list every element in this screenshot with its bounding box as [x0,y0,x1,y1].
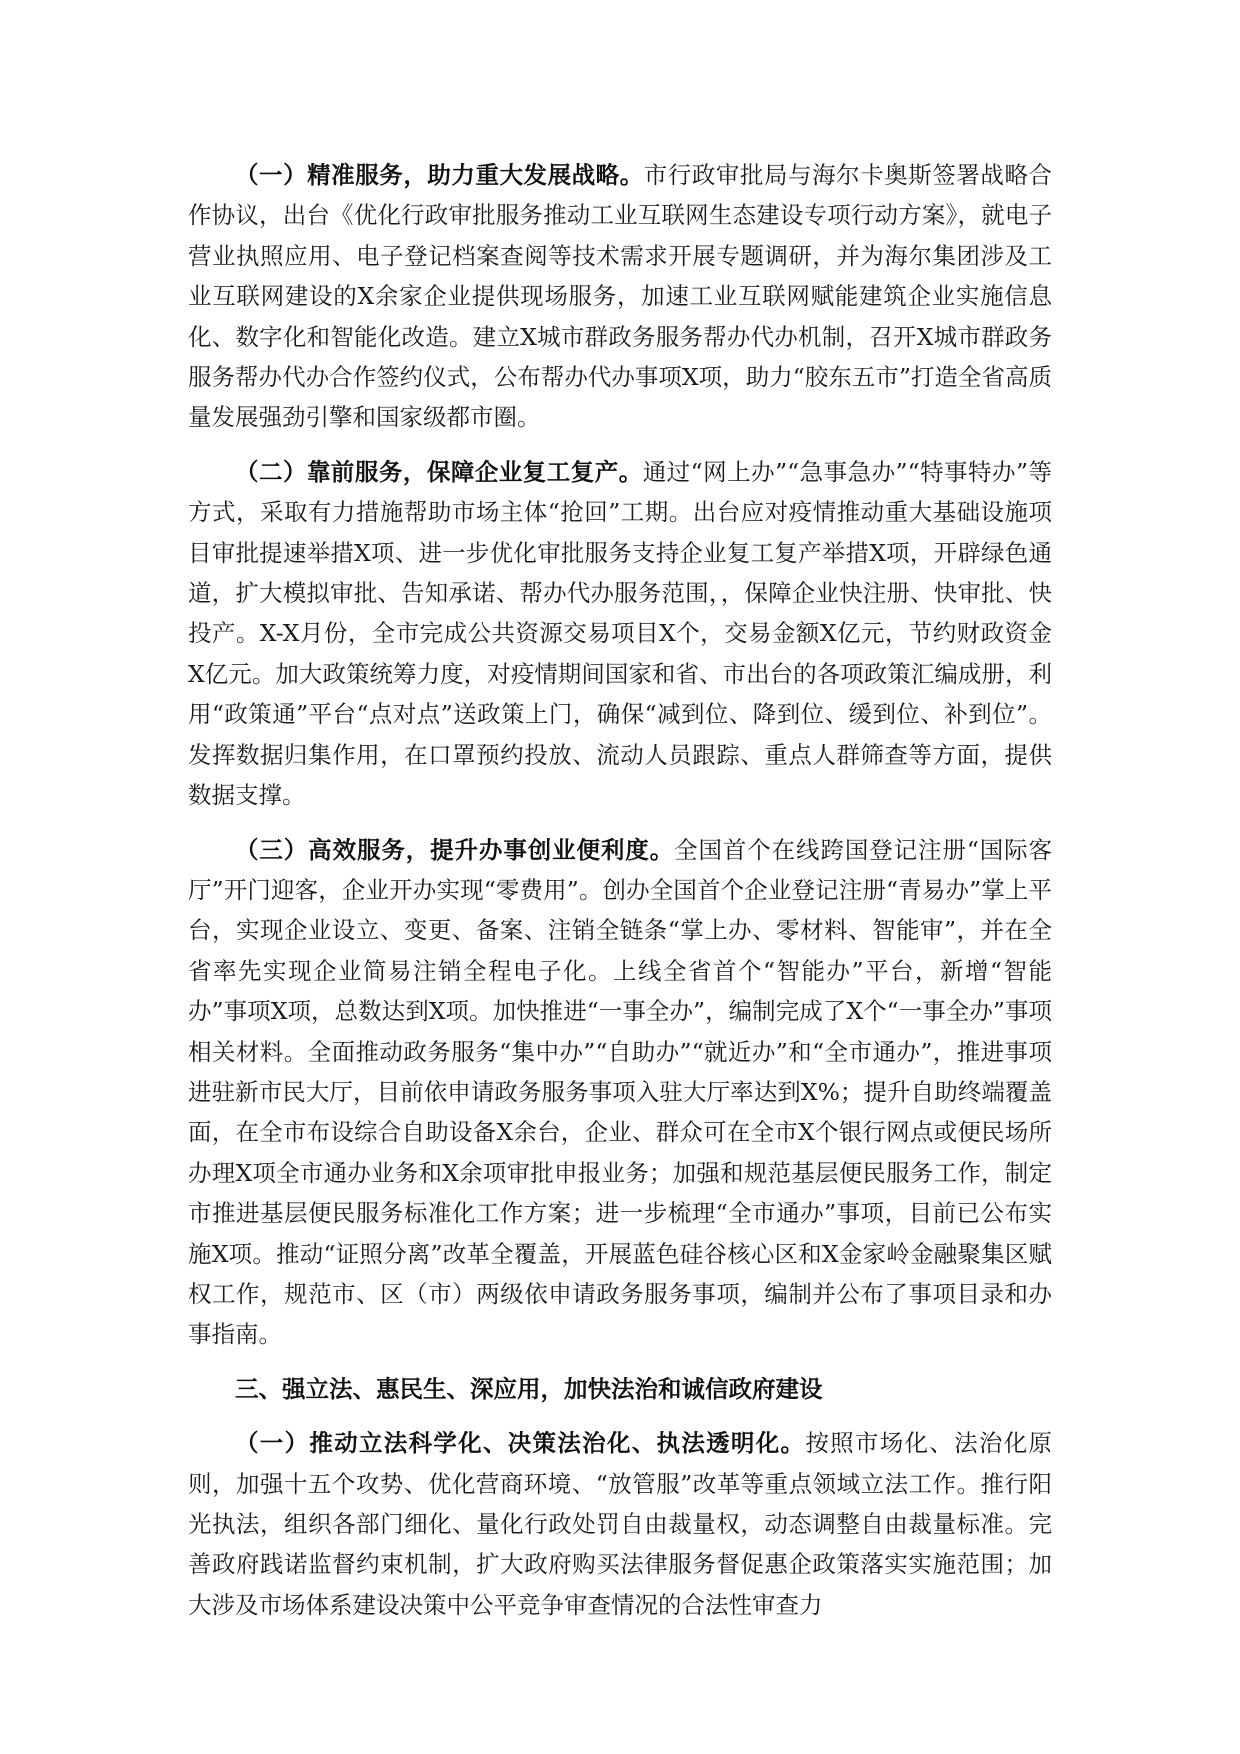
paragraph-text: 全国首个在线跨国登记注册“国际客厅”开门迎客，企业开办实现“零费用”。创办全国首个企业登记注册“青易办”掌上平台，实现企业设立、变更、备案、注销全链条“掌上办、零材料、智能审”，并在全省率先实现企业简易注销全程电子化。上线全省首个“智能办”平台，新增“智能办”事项X项，总数达到X项。加快推进“一事全办”，编制完成了X个“一事全办”事项相关材料。全面推动政务服务“集中办”“自助办”“就近办”和“全市通办”，推进事项进驻新市民大厅，目前依申请政务服务事项入驻大厅率达到X%；提升自助终端覆盖面，在全市布设综合自助设备X余台，企业、群众可在全市X个银行网点或便民场所办理X项全市通办业务和X余项审批申报业务；加强和规范基层便民服务工作，制定市推进基层便民服务标准化工作方案；进一步梳理“全市通办”事项，目前已公布实施X项。推动“证照分离”改革全覆盖，开展蓝色硅谷核心区和X金家岭金融聚集区赋权工作，规范市、区（市）两级依申请政务服务事项，编制并公布了事项目录和办事指南。 [188,835,1053,1349]
paragraph-forward-service [188,452,1052,816]
paragraph-heading: （二）靠前服务，保障企业复工复产。 [235,457,643,486]
paragraph-text: 通过“网上办”“急事急办”“特事特办”等方式，采取有力措施帮助市场主体“抢回”工期。出台应对疫情推动重大基础设施项目审批提速举措X项、进一步优化审批服务支持企业复工复产举措X项，开辟绿色通道，扩大模拟审批、告知承诺、帮办代办服务范围，，保障企业快注册、快审批、快投产。X-X月份，全市完成公共资源交易项目X个，交易金额X亿元，节约财政资金X亿元。加大政策统筹力度，对疫情期间国家和省、市出台的各项政策汇编成册，利用“政策通”平台“点对点”送政策上门，确保“减到位、降到位、缓到位、补到位”。发挥数据归集作用，在口罩预约投放、流动人员跟踪、重点人群筛查等方面，提供数据支撑。 [188,457,1052,810]
paragraph-heading: （三）高效服务，提升办事创业便利度。 [235,835,675,864]
paragraph-legislation [188,1423,1052,1625]
paragraph-precise-service [188,155,1052,438]
section-heading: 三、强立法、惠民生、深应用，加快法治和诚信政府建设 [235,1374,823,1403]
paragraph-heading: （一）精准服务，助力重大发展战略。 [235,161,644,189]
paragraph-efficient-service [188,830,1052,1355]
document-body [188,155,1052,1639]
paragraph-text: 按照市场化、法治化原则，加强十五个攻势、优化营商环境、“放管服”改革等重点领域立法工作。推行阳光执法，组织各部门细化、量化行政处罚自由裁量权，动态调整自由裁量标准。完善政府践诺监督约束机制，扩大政府购买法律服务督促惠企政策落实实施范围；加大涉及市场体系建设决策中公平竞争审查情况的合法性审查力 [188,1429,1052,1619]
paragraph-heading: （一）推动立法科学化、决策法治化、执法透明化。 [235,1429,806,1458]
paragraph-text: 市行政审批局与海尔卡奥斯签署战略合作协议，出台《优化行政审批服务推动工业互联网生态建设专项行动方案》，就电子营业执照应用、电子登记档案查阅等技术需求开展专题调研，并为海尔集团涉及工业互联网建设的X余家企业提供现场服务，加速工业互联网赋能建筑企业实施信息化、数字化和智能化改造。建立X城市群政务服务帮办代办机制，召开X城市群政务服务帮办代办合作签约仪式，公布帮办代办事项X项，助力“胶东五市”打造全省高质量发展强劲引擎和国家级都市圈。 [188,161,1053,432]
